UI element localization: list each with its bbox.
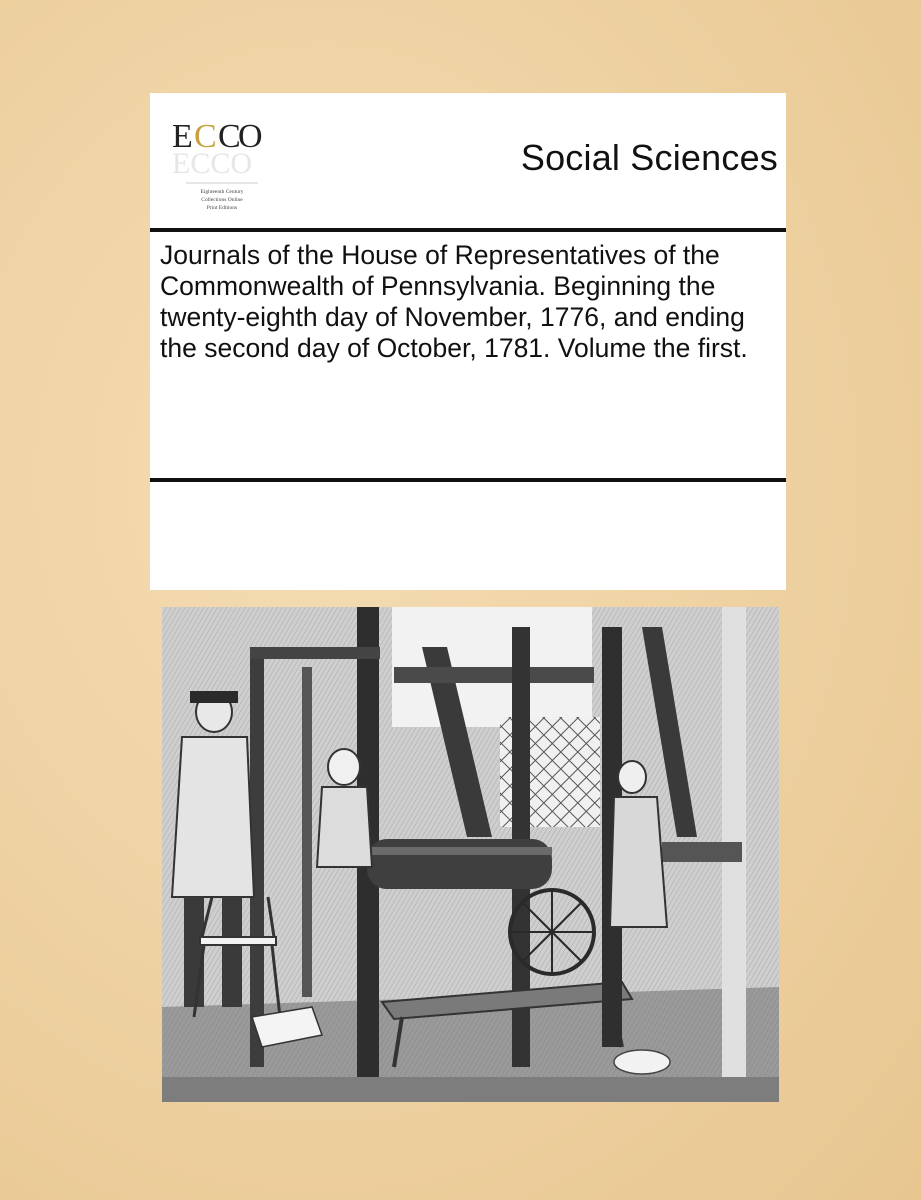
svg-text:Eighteenth Century: Eighteenth Century: [200, 189, 244, 195]
svg-text:C: C: [218, 118, 241, 155]
svg-text:Print Editions: Print Editions: [206, 205, 238, 211]
svg-text:Collections Online: Collections Online: [201, 197, 243, 203]
ecco-logo-mark: [172, 107, 264, 217]
svg-text:E: E: [172, 118, 193, 155]
cover-panel: [150, 93, 786, 590]
cover-illustration: [162, 607, 779, 1102]
svg-text:C: C: [194, 118, 217, 155]
top-rule: [150, 228, 786, 232]
svg-text:ECCO: ECCO: [172, 147, 253, 180]
weaving-engraving: [162, 607, 779, 1102]
series-label: Social Sciences: [520, 137, 778, 178]
ecco-logo: [172, 107, 264, 217]
svg-text:O: O: [238, 118, 263, 155]
book-title: Journals of the House of Representatives of the Commonwealth of Pennsylvania. Beginning the twenty-eighth day of November, 1776, and ending the second day of October, 1781. Volume the first.: [160, 240, 748, 363]
bottom-rule: [150, 478, 786, 482]
